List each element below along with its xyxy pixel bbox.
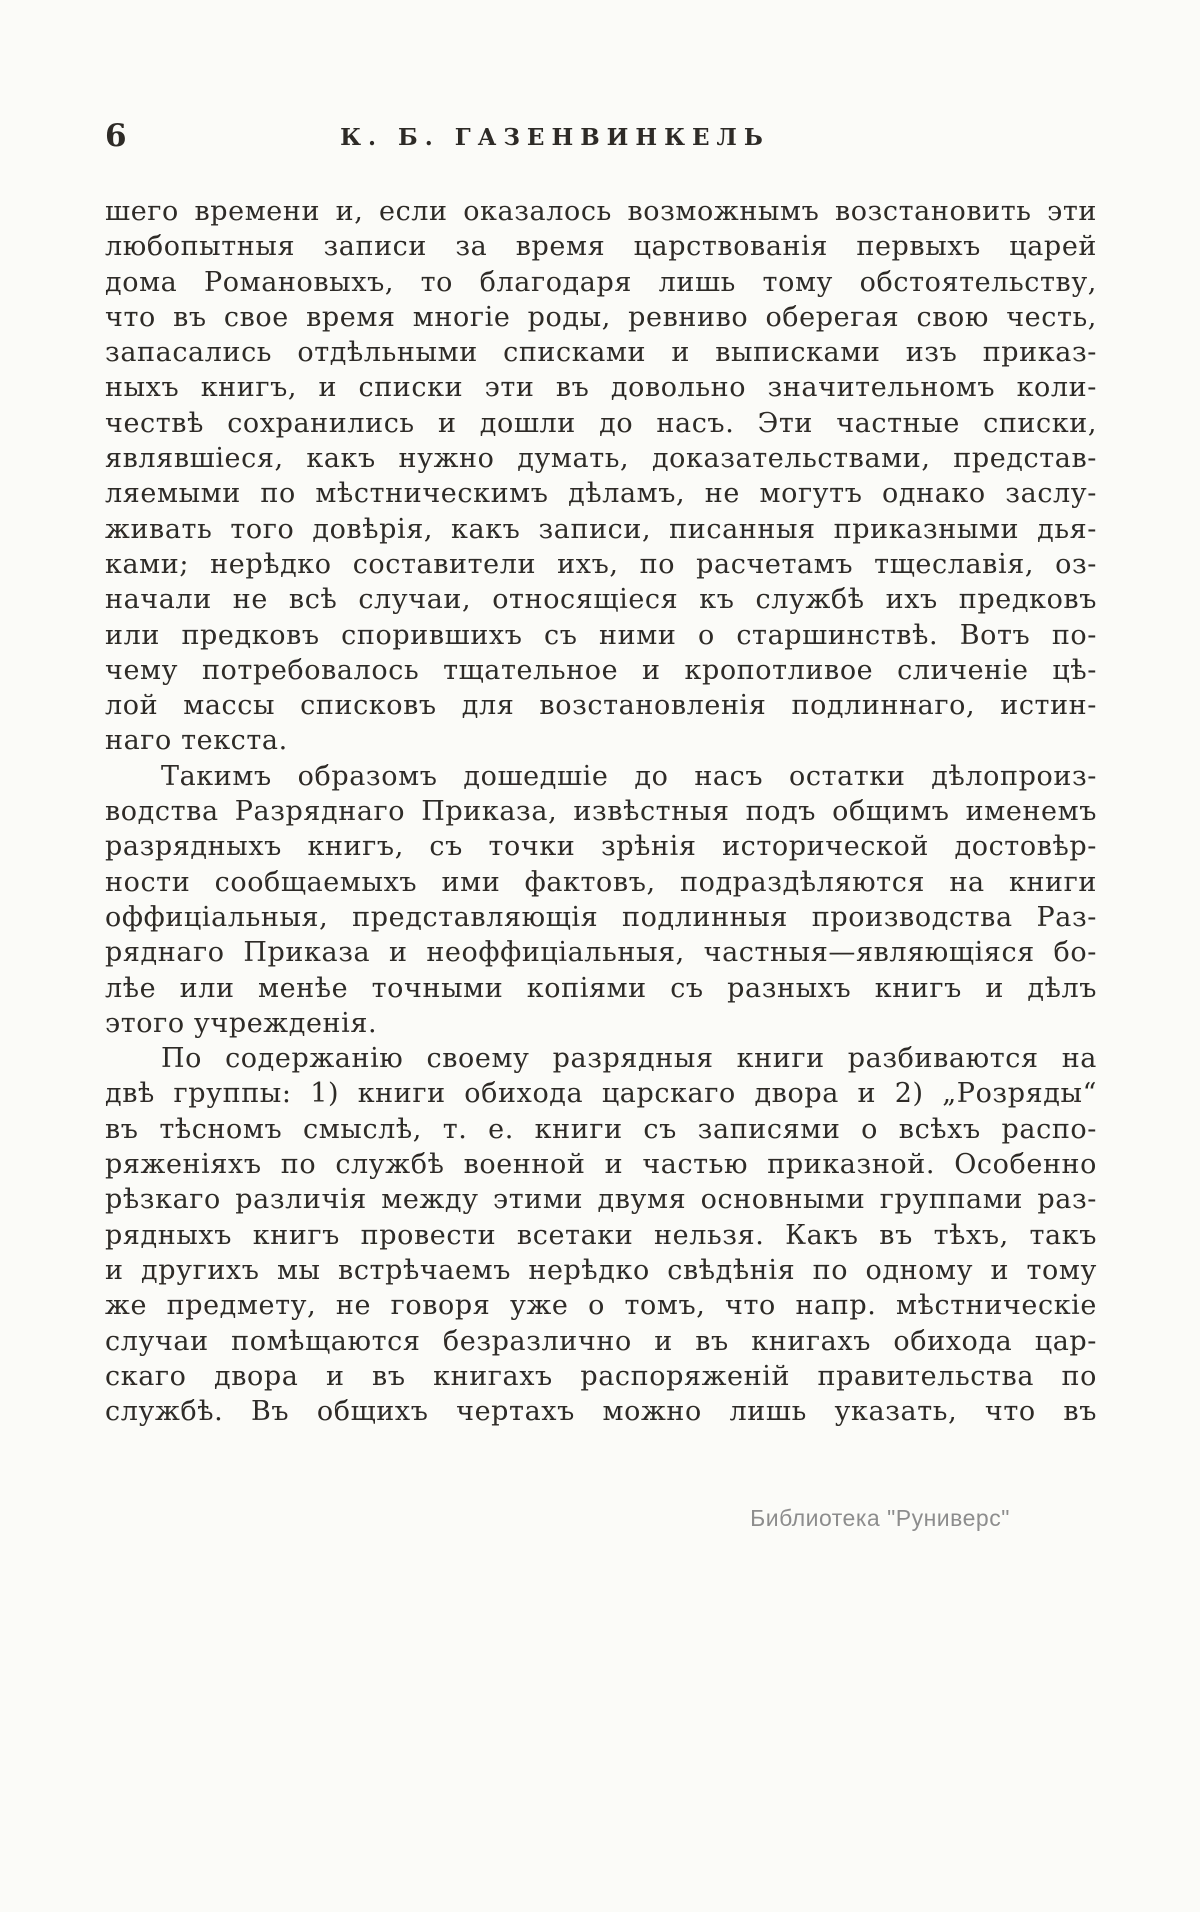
text-line: рядныхъ книгъ провести всетаки нельзя. Какъ въ тѣхъ, такъ [105, 1219, 1097, 1251]
text-line: что въ свое время многіе роды, ревниво оберегая свою честь, [105, 301, 1097, 333]
paragraph [105, 759, 1097, 1041]
text-line: скаго двора и въ книгахъ распоряженій правительства по [105, 1360, 1097, 1392]
page-header [105, 118, 1095, 162]
text-line: оффиціальныя, представляющія подлинныя производства Раз- [105, 901, 1097, 933]
text-line: живать того довѣрія, какъ записи, писанныя приказными дья- [105, 513, 1097, 545]
body-text [105, 194, 1097, 1429]
library-watermark: Библиотека "Руниверс" [750, 1505, 1010, 1531]
text-line: ряднаго Приказа и неоффиціальныя, частныя—являющіяся бо- [105, 937, 1097, 969]
text-line: и другихъ мы встрѣчаемъ нерѣдко свѣдѣнія по одному и тому [105, 1254, 1097, 1286]
text-line: чествѣ сохранились и дошли до насъ. Эти частные списки, [105, 407, 1097, 439]
text-line: запасались отдѣльными списками и выписками изъ приказ- [105, 337, 1097, 369]
text-line: лѣе или менѣе точными копіями съ разныхъ книгъ и дѣлъ [105, 972, 1097, 1004]
text-line: ляемыми по мѣстническимъ дѣламъ, не могутъ однако заслу- [105, 478, 1097, 510]
paragraph [105, 194, 1097, 759]
text-line: шего времени и, если оказалось возможнымъ возстановить эти [105, 196, 1097, 227]
text-line: въ тѣсномъ смыслѣ, т. е. книги съ записями о всѣхъ распо- [105, 1113, 1097, 1145]
text-line: Такимъ образомъ дошедшіе до насъ остатки дѣлопроиз- [161, 760, 1097, 792]
text-line: чему потребовалось тщательное и кропотливое сличеніе цѣ- [105, 654, 1097, 686]
text-line: лой массы списковъ для возстановленія подлиннаго, истин- [105, 690, 1097, 722]
text-line: этого учрежденія. [105, 1007, 378, 1039]
text-line: ряженіяхъ по службѣ военной и частью приказной. Особенно [105, 1149, 1097, 1181]
text-line: По содержанію своему разрядныя книги разбиваются на [161, 1043, 1097, 1075]
running-title: К. Б. ГАЗЕНВИНКЕЛЬ [340, 124, 770, 151]
text-line: любопытныя записи за время царствованія первыхъ царей [105, 231, 1097, 263]
text-line: дома Романовыхъ, то благодаря лишь тому обстоятельству, [105, 266, 1097, 298]
text-line: же предмету, не говоря уже о томъ, что напр. мѣстническіе [105, 1290, 1097, 1322]
text-line: водства Разряднаго Приказа, извѣстныя подъ общимъ именемъ [105, 796, 1097, 828]
text-line: службѣ. Въ общихъ чертахъ можно лишь указать, что въ [105, 1396, 1097, 1428]
page-number: 6 [105, 118, 128, 154]
text-line: или предковъ спорившихъ съ ними о старшинствѣ. Вотъ по- [105, 619, 1097, 651]
paragraph [105, 1041, 1097, 1429]
text-line: наго текста. [105, 725, 288, 757]
text-line: разрядныхъ книгъ, съ точки зрѣнія исторической достовѣр- [105, 831, 1097, 863]
text-line: рѣзкаго различія между этими двумя основными группами раз- [105, 1184, 1097, 1216]
text-line: двѣ группы: 1) книги обихода царскаго двора и 2) „Розряды“ [105, 1078, 1097, 1110]
text-line: ности сообщаемыхъ ими фактовъ, подраздѣляются на книги [105, 866, 1097, 898]
text-line: ныхъ книгъ, и списки эти въ довольно значительномъ коли- [105, 372, 1097, 404]
text-line: ками; нерѣдко составители ихъ, по расчетамъ тщеславія, оз- [105, 548, 1097, 580]
text-line: начали не всѣ случаи, относящіеся къ службѣ ихъ предковъ [105, 584, 1097, 616]
text-line: случаи помѣщаются безразлично и въ книгахъ обихода цар- [105, 1325, 1097, 1357]
text-line: являвшіеся, какъ нужно думать, доказательствами, представ- [105, 443, 1097, 475]
